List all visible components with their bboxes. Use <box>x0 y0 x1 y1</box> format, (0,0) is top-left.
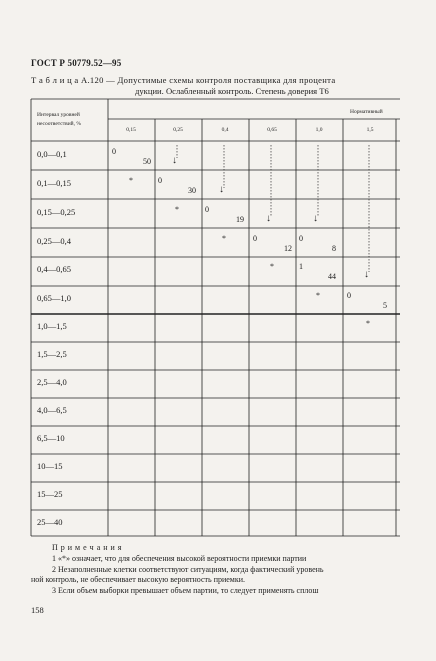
down-arrow-icon: ↓ <box>172 155 177 166</box>
cell-sample-size: 8 <box>332 244 336 253</box>
row-label: 0,1—0,15 <box>37 178 71 188</box>
column-header: 0,4 <box>221 127 229 133</box>
star-mark: * <box>129 176 133 185</box>
cell-acceptance-number: 1 <box>299 262 303 271</box>
cell-acceptance-number: 0 <box>112 147 116 156</box>
cell-sample-size: 50 <box>143 157 151 166</box>
row-label: 15—25 <box>37 489 63 499</box>
note-1: 1 «*» означает, что для обеспечения высокой вероятности приемки партии <box>52 554 307 563</box>
cell-sample-size: 12 <box>284 244 292 253</box>
column-header: 0,25 <box>173 127 183 133</box>
row-label: 2,5—4,0 <box>37 377 67 387</box>
cell-sample-size: 19 <box>236 215 244 224</box>
star-mark: * <box>366 319 370 328</box>
row-label: 6,5—10 <box>37 433 65 443</box>
down-arrow-icon: ↓ <box>266 213 271 224</box>
cell-acceptance-number: 0 <box>299 234 303 243</box>
note-2-continued: ной контроль, не обеспечивает высокую вероятность приемки. <box>31 575 246 584</box>
row-label: 0,65—1,0 <box>37 293 71 303</box>
down-arrow-icon: ↓ <box>364 269 369 280</box>
note-3: 3 Если объем выборки превышает объем партии, то следует применять сплош <box>52 586 319 595</box>
row-label: 1,5—2,5 <box>37 349 67 359</box>
row-label: 0,25—0,4 <box>37 236 71 246</box>
row-label: 4,0—6,5 <box>37 405 67 415</box>
table-caption-line-1: Т а б л и ц а А.120 — Допустимые схемы контроля поставщика для процента <box>31 75 336 85</box>
star-mark: * <box>316 291 320 300</box>
star-mark: * <box>175 205 179 214</box>
row-label: 0,0—0,1 <box>37 149 67 159</box>
star-mark: * <box>270 262 274 271</box>
document-code: ГОСТ Р 50779.52—95 <box>31 58 122 68</box>
down-arrow-icon: ↓ <box>313 213 318 224</box>
cell-sample-size: 44 <box>328 272 336 281</box>
cell-sample-size: 5 <box>383 301 387 310</box>
note-2: 2 Незаполненные клетки соответствуют ситуациям, когда фактический уровень <box>52 565 324 574</box>
row-label: 25—40 <box>37 517 63 527</box>
column-header: 0,65 <box>267 127 277 133</box>
row-label: 1,0—1,5 <box>37 321 67 331</box>
table-caption-line-2: дукции. Ослабленный контроль. Степень доверия Т6 <box>135 86 329 96</box>
row-header-line-1: Интервал уровней <box>37 112 80 118</box>
top-header: Нормативный <box>350 109 383 115</box>
column-header: 1,0 <box>315 127 323 133</box>
cell-acceptance-number: 0 <box>347 291 351 300</box>
down-arrow-icon: ↓ <box>219 184 224 195</box>
row-header-line-2: несоответствий, % <box>37 121 81 127</box>
column-header: 1,5 <box>366 127 374 133</box>
row-label: 10—15 <box>37 461 63 471</box>
row-label: 0,4—0,65 <box>37 264 71 274</box>
cell-sample-size: 30 <box>188 186 196 195</box>
cell-acceptance-number: 0 <box>253 234 257 243</box>
cell-acceptance-number: 0 <box>205 205 209 214</box>
notes-title: П р и м е ч а н и я <box>52 543 122 552</box>
star-mark: * <box>222 234 226 243</box>
column-header: 0,15 <box>126 127 136 133</box>
page-number: 158 <box>31 605 44 615</box>
cell-acceptance-number: 0 <box>158 176 162 185</box>
row-label: 0,15—0,25 <box>37 207 76 217</box>
